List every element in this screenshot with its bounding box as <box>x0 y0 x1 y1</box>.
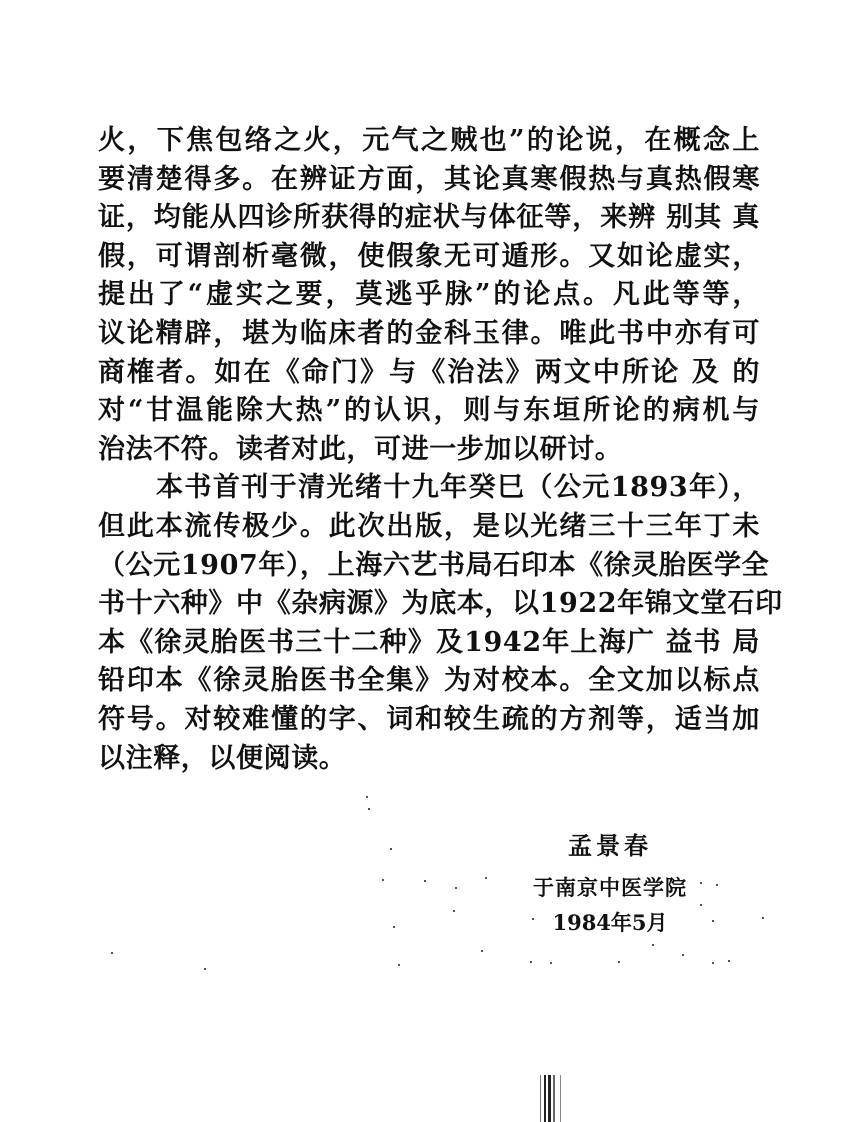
text-line: 符号。对较难懂的字、词和较生疏的方剂等，适当加 <box>98 703 760 735</box>
binding-artifact <box>540 1075 562 1122</box>
signature-author: 孟景春 <box>568 831 652 860</box>
text-line-paragraph-end: 以注释，以便阅读。 <box>98 742 347 774</box>
text-line-paragraph-start: 本书首刊于清光绪十九年癸巳（公元1893年）， <box>156 472 760 504</box>
text-line: 铅印本《徐灵胎医书全集》为对校本。全文加以标点 <box>98 665 760 697</box>
signature-date: 1984年5月 <box>552 910 668 935</box>
text-line: 对“甘温能除大热”的认识，则与东垣所论的病机与 <box>98 395 760 427</box>
text-line: 提出了“虚实之要，莫逃乎脉”的论点。凡此等等， <box>98 279 760 311</box>
text-line: 书十六种》中《杂病源》为底本，以1922年锦文堂石印 <box>98 588 783 620</box>
text-line: 议论精辟，堪为临床者的金科玉律。唯此书中亦有可 <box>98 317 760 349</box>
preface-body <box>98 122 783 778</box>
text-line-paragraph-end: 治法不符。读者对此，可进一步加以研讨。 <box>98 433 623 465</box>
text-line: 本《徐灵胎医书三十二种》及1942年上海广 益书 局 <box>98 626 760 658</box>
text-line: 商榷者。如在《命门》与《治法》两文中所论 及 的 <box>98 356 760 388</box>
text-line: 火，下焦包络之火，元气之贼也”的论说，在概念上 <box>98 125 760 156</box>
text-line: （公元1907年），上海六艺书局石印本《徐灵胎医学全 <box>98 549 770 581</box>
signature-place: 于南京中医学院 <box>533 875 687 900</box>
text-line: 但此本流传极少。此次出版，是以光绪三十三年丁未 <box>98 510 760 542</box>
text-line: 要清楚得多。在辨证方面，其论真寒假热与真热假寒 <box>98 163 760 195</box>
text-line: 假，可谓剖析毫微，使假象无可遁形。又如论虚实， <box>98 240 760 272</box>
text-line: 证，均能从四诊所获得的症状与体征等，来辨 别其 真 <box>98 202 760 234</box>
